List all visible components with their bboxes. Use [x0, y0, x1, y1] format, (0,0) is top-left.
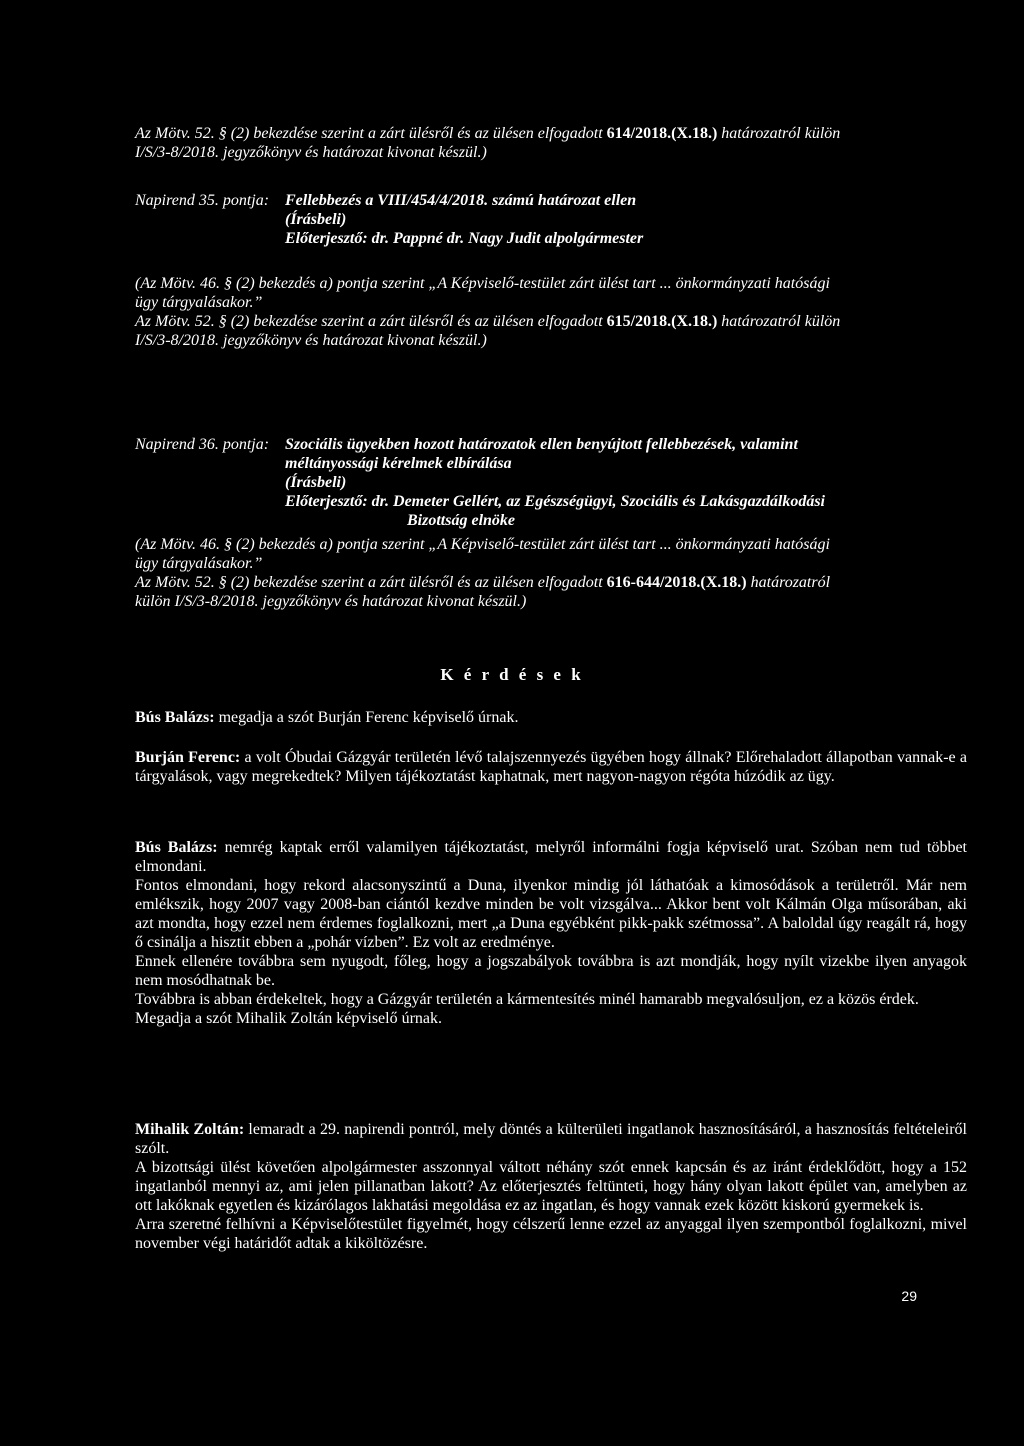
agenda-label: Napirend 36. pontja:	[135, 436, 270, 453]
statement-burjan	[135, 748, 967, 786]
speaker-name: Burján Ferenc:	[135, 749, 241, 766]
agenda-title: Szociális ügyekben hozott határozatok ellen benyújtott fellebbezések, valamint	[285, 436, 798, 453]
resolution-number: 614/2018.(X.18.)	[606, 125, 718, 142]
statement-bus-2	[135, 838, 967, 1028]
closed-session-note-615	[135, 274, 967, 350]
agenda-presenter: Bizottság elnöke	[407, 512, 516, 529]
page-number: 29	[901, 1288, 917, 1304]
agenda-item-36	[135, 435, 967, 530]
agenda-presenter: Előterjesztő: dr. Pappné dr. Nagy Judit alpolgármester	[285, 230, 644, 247]
note-text: határozatról külön	[717, 125, 841, 142]
agenda-title: méltányossági kérelmek elbírálása	[285, 455, 512, 472]
note-text: Az Mötv. 52. § (2) bekezdése szerint a zárt ülésről és az ülésen elfogadott	[135, 574, 607, 591]
note-text: ügy tárgyalásakor.”	[135, 294, 263, 311]
note-text: Az Mötv. 52. § (2) bekezdése szerint a zárt ülésről és az ülésen elfogadott	[135, 125, 607, 142]
statement-text: Továbbra is abban érdekeltek, hogy a Gázgyár területén a kármentesítés minél hamarabb megvalósuljon, ez a közös érdek.	[135, 991, 919, 1008]
speaker-name: Mihalik Zoltán:	[135, 1121, 245, 1138]
agenda-item-35	[135, 191, 967, 248]
statement-text: nemrég kaptak erről valamilyen tájékoztatást, melyről informálni fogja képviselő urat. Szóban nem tud többet elmondani.	[135, 839, 967, 875]
statement-text: megadja a szót Burján Ferenc képviselő úrnak.	[214, 709, 519, 726]
statement-text: Fontos elmondani, hogy rekord alacsonyszintű a Duna, ilyenkor mindig jól láthatóak a kimosódások a területről. Már nem emlékszik, hogy 2007 vagy 2008-ban ciántól kezdve minden be volt vizsgálva... Akkor bent volt Kálmán Olga műsorában, aki azt mondta, hogy ezzel nem érdemes foglalkozni, mert „a Duna egyébként pikk-pakk szétmossa”. A baloldal úgy reagált rá, hogy ő csinálja a hisztit ebben a „pohár vízben”. Ez volt az eredménye.	[135, 877, 967, 951]
note-text: ügy tárgyalásakor.”	[135, 555, 263, 572]
closed-session-note-614	[135, 124, 967, 162]
agenda-label: Napirend 35. pontja:	[135, 192, 270, 209]
resolution-number: 616-644/2018.(X.18.)	[606, 574, 747, 591]
agenda-row	[135, 435, 967, 454]
section-title-questions: K é r d é s e k	[440, 665, 584, 684]
note-text: (Az Mötv. 46. § (2) bekezdés a) pontja szerint „A Képviselő-testület zárt ülést tart ... önkormányzati hatósági	[135, 536, 830, 553]
statement-text: a volt Óbudai Gázgyár területén lévő talajszennyezés ügyében hogy állnak? Előrehaladott állapotban vannak-e a tárgyalások, vagy megrekedtek? Milyen tájékoztatást kaphatnak, mert nagyon-nagyon régóta húzódik az ügy.	[135, 749, 967, 785]
agenda-title: Fellebbezés a VIII/454/4/2018. számú határozat ellen	[285, 192, 637, 209]
note-text: Az Mötv. 52. § (2) bekezdése szerint a zárt ülésről és az ülésen elfogadott	[135, 313, 607, 330]
statement-text: Arra szeretné felhívni a Képviselőtestület figyelmét, hogy célszerű lenne ezzel az anyaggal ilyen szempontból foglalkozni, mivel november végi határidőt adtak a kiköltözésre.	[135, 1216, 967, 1252]
speaker-name: Bús Balázs:	[135, 839, 218, 856]
statement-text: lemaradt a 29. napirendi pontról, mely döntés a külterületi ingatlanok hasznosításáról, a hasznosítás feltételeiről szólt.	[135, 1121, 967, 1157]
statement-text: Ennek ellenére továbbra sem nyugodt, főleg, hogy a jogszabályok továbbra is azt mondják, hogy nyílt vizekbe ilyen anyagok nem mosódhatnak be.	[135, 953, 967, 989]
statement-text: Megadja a szót Mihalik Zoltán képviselő úrnak.	[135, 1010, 443, 1027]
closed-session-note-616-644	[135, 535, 967, 611]
note-text: I/S/3-8/2018. jegyzőkönyv és határozat kivonat készül.)	[135, 332, 487, 349]
note-text: I/S/3-8/2018. jegyzőkönyv és határozat kivonat készül.)	[135, 144, 487, 161]
statement-text: A bizottsági ülést követően alpolgármester asszonnyal váltott néhány szót ennek kapcsán és az iránt érdeklődött, hogy a 152 ingatlanból mennyi az, ami jelen pillanatban lakott? Az előterjesztés feltünteti, hogy hány olyan lakott épület van, amelyben az ott lakóknak egyetlen és kizárólagos lakhatási megoldása ez az ingatlan, és hogy vannak ezek között kiskorú gyermekek is.	[135, 1159, 967, 1214]
resolution-number: 615/2018.(X.18.)	[606, 313, 718, 330]
agenda-type: (Írásbeli)	[285, 211, 347, 228]
agenda-row	[135, 191, 967, 210]
note-text: külön I/S/3-8/2018. jegyzőkönyv és határozat kivonat készül.)	[135, 593, 527, 610]
note-text: határozatról	[746, 574, 831, 591]
note-text: határozatról külön	[717, 313, 841, 330]
statement-mihalik	[135, 1120, 967, 1253]
agenda-presenter: Előterjesztő: dr. Demeter Gellért, az Egészségügyi, Szociális és Lakásgazdálkodási	[285, 493, 825, 510]
statement-bus-1	[135, 708, 967, 727]
agenda-type: (Írásbeli)	[285, 474, 347, 491]
speaker-name: Bús Balázs:	[135, 709, 215, 726]
note-text: (Az Mötv. 46. § (2) bekezdés a) pontja szerint „A Képviselő-testület zárt ülést tart ... önkormányzati hatósági	[135, 275, 830, 292]
